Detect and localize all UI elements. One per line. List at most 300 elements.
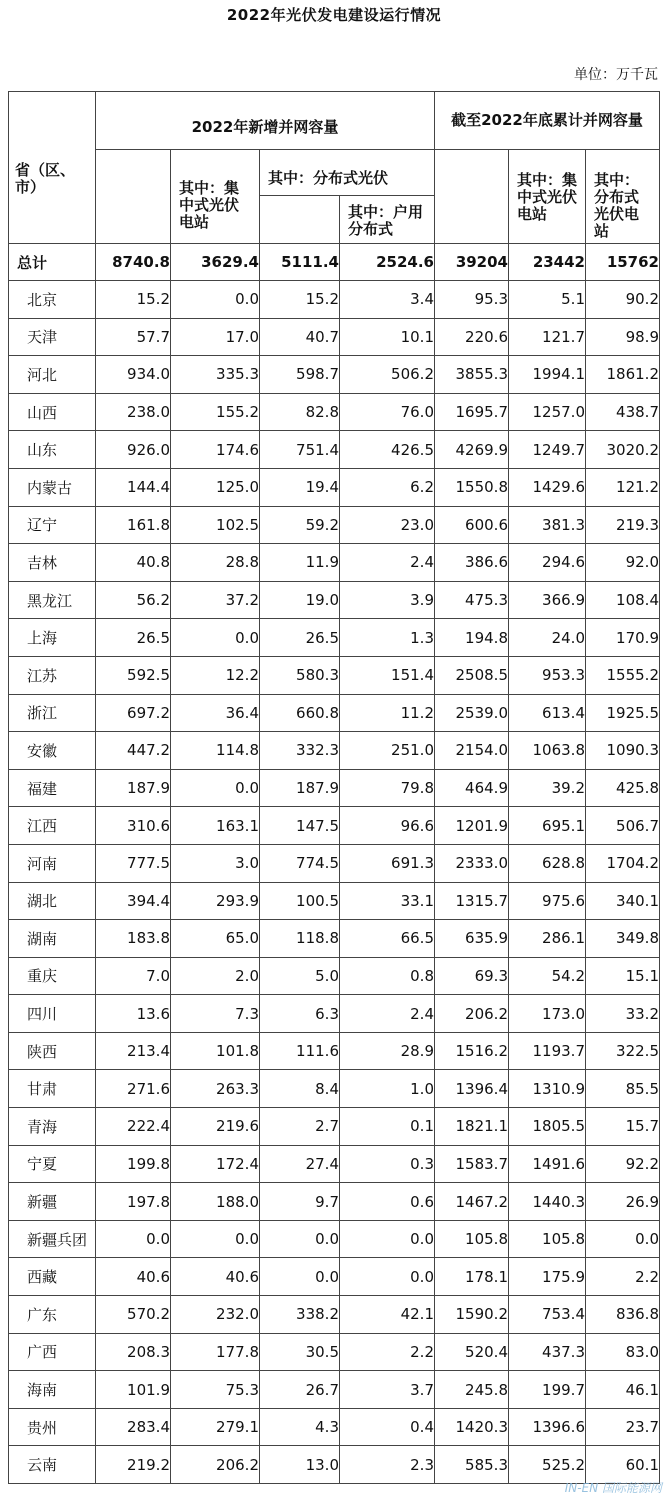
row-value: 125.0: [171, 468, 260, 506]
row-province: 总计: [9, 244, 96, 281]
row-value: 28.8: [171, 544, 260, 582]
row-value: 90.2: [586, 281, 660, 319]
row-value: 525.2: [509, 1446, 586, 1484]
row-value: 213.4: [96, 1032, 171, 1070]
table-row: [9, 920, 660, 958]
row-value: 69.3: [435, 957, 509, 995]
row-value: 2.0: [171, 957, 260, 995]
row-value: 695.1: [509, 807, 586, 845]
row-value: 19.4: [260, 468, 340, 506]
row-value: 33.2: [586, 995, 660, 1033]
table-row: [9, 957, 660, 995]
row-value: 425.8: [586, 769, 660, 807]
row-value: 102.5: [171, 506, 260, 544]
row-value: 3629.4: [171, 244, 260, 281]
row-province: 西藏: [9, 1258, 96, 1296]
row-value: 40.6: [96, 1258, 171, 1296]
row-province: 河北: [9, 356, 96, 394]
row-province: 河南: [9, 844, 96, 882]
row-province: 内蒙古: [9, 468, 96, 506]
row-value: 40.8: [96, 544, 171, 582]
row-value: 11.9: [260, 544, 340, 582]
row-value: 15.2: [96, 281, 171, 319]
row-value: 1440.3: [509, 1183, 586, 1221]
row-value: 7.0: [96, 957, 171, 995]
row-province: 海南: [9, 1371, 96, 1409]
row-province: 湖南: [9, 920, 96, 958]
row-value: 98.9: [586, 318, 660, 356]
row-value: 92.2: [586, 1145, 660, 1183]
row-value: 59.2: [260, 506, 340, 544]
table-row: [9, 1032, 660, 1070]
row-value: 4.3: [260, 1408, 340, 1446]
row-value: 0.0: [260, 1258, 340, 1296]
table-body: [9, 244, 660, 1484]
watermark-logo: IN-EN 国际能源网: [564, 1481, 662, 1495]
row-value: 5.0: [260, 957, 340, 995]
row-value: 0.0: [340, 1220, 435, 1258]
header-province: 省（区、市）: [9, 92, 96, 244]
row-province: 北京: [9, 281, 96, 319]
row-value: 953.3: [509, 656, 586, 694]
row-value: 1805.5: [509, 1108, 586, 1146]
row-value: 26.9: [586, 1183, 660, 1221]
row-value: 1491.6: [509, 1145, 586, 1183]
header-new-centralized: 其中：集中式光伏电站: [171, 150, 260, 244]
row-value: 24.0: [509, 619, 586, 657]
header-new-household: 其中：户用分布式: [340, 196, 435, 244]
header-cum-total-blank: [435, 150, 509, 244]
table-row: [9, 544, 660, 582]
row-value: 751.4: [260, 431, 340, 469]
unit-label: 单位：万千瓦: [574, 67, 658, 83]
row-value: 592.5: [96, 656, 171, 694]
row-value: 1201.9: [435, 807, 509, 845]
row-value: 222.4: [96, 1108, 171, 1146]
row-value: 30.5: [260, 1333, 340, 1371]
row-value: 0.0: [171, 619, 260, 657]
row-value: 147.5: [260, 807, 340, 845]
row-value: 155.2: [171, 393, 260, 431]
row-value: 5.1: [509, 281, 586, 319]
row-province: 吉林: [9, 544, 96, 582]
row-value: 194.8: [435, 619, 509, 657]
row-province: 山西: [9, 393, 96, 431]
row-value: 173.0: [509, 995, 586, 1033]
row-value: 426.5: [340, 431, 435, 469]
row-value: 628.8: [509, 844, 586, 882]
row-value: 163.1: [171, 807, 260, 845]
row-value: 40.6: [171, 1258, 260, 1296]
row-value: 101.8: [171, 1032, 260, 1070]
row-value: 6.3: [260, 995, 340, 1033]
row-value: 95.3: [435, 281, 509, 319]
row-value: 777.5: [96, 844, 171, 882]
row-value: 283.4: [96, 1408, 171, 1446]
row-value: 206.2: [435, 995, 509, 1033]
row-value: 23442: [509, 244, 586, 281]
row-value: 27.4: [260, 1145, 340, 1183]
row-value: 310.6: [96, 807, 171, 845]
row-value: 65.0: [171, 920, 260, 958]
table-row: [9, 431, 660, 469]
row-value: 2508.5: [435, 656, 509, 694]
header-new-total-blank: [96, 150, 171, 244]
row-value: 1429.6: [509, 468, 586, 506]
row-value: 197.8: [96, 1183, 171, 1221]
row-value: 1315.7: [435, 882, 509, 920]
row-value: 8740.8: [96, 244, 171, 281]
row-value: 691.3: [340, 844, 435, 882]
row-value: 3020.2: [586, 431, 660, 469]
row-value: 1516.2: [435, 1032, 509, 1070]
row-value: 10.1: [340, 318, 435, 356]
row-value: 1396.6: [509, 1408, 586, 1446]
row-value: 15.7: [586, 1108, 660, 1146]
row-value: 294.6: [509, 544, 586, 582]
row-value: 206.2: [171, 1446, 260, 1484]
row-value: 349.8: [586, 920, 660, 958]
row-value: 75.3: [171, 1371, 260, 1409]
row-value: 108.4: [586, 581, 660, 619]
row-value: 386.6: [435, 544, 509, 582]
total-row: [9, 244, 660, 281]
row-value: 1396.4: [435, 1070, 509, 1108]
row-value: 1861.2: [586, 356, 660, 394]
row-value: 13.0: [260, 1446, 340, 1484]
row-value: 121.7: [509, 318, 586, 356]
row-value: 366.9: [509, 581, 586, 619]
row-value: 1821.1: [435, 1108, 509, 1146]
row-province: 四川: [9, 995, 96, 1033]
row-value: 338.2: [260, 1296, 340, 1334]
row-province: 江西: [9, 807, 96, 845]
row-value: 934.0: [96, 356, 171, 394]
row-value: 3.9: [340, 581, 435, 619]
row-value: 172.4: [171, 1145, 260, 1183]
row-value: 219.3: [586, 506, 660, 544]
row-value: 1249.7: [509, 431, 586, 469]
row-value: 15.1: [586, 957, 660, 995]
row-value: 600.6: [435, 506, 509, 544]
row-value: 161.8: [96, 506, 171, 544]
row-value: 174.6: [171, 431, 260, 469]
row-province: 云南: [9, 1446, 96, 1484]
row-value: 2154.0: [435, 732, 509, 770]
row-value: 183.8: [96, 920, 171, 958]
row-value: 437.3: [509, 1333, 586, 1371]
row-value: 1420.3: [435, 1408, 509, 1446]
row-value: 40.7: [260, 318, 340, 356]
row-value: 187.9: [260, 769, 340, 807]
row-value: 188.0: [171, 1183, 260, 1221]
row-value: 28.9: [340, 1032, 435, 1070]
table-row: [9, 281, 660, 319]
table-row: [9, 732, 660, 770]
row-value: 76.0: [340, 393, 435, 431]
row-value: 251.0: [340, 732, 435, 770]
row-value: 92.0: [586, 544, 660, 582]
row-value: 23.0: [340, 506, 435, 544]
row-value: 2539.0: [435, 694, 509, 732]
row-value: 220.6: [435, 318, 509, 356]
table-row: [9, 1408, 660, 1446]
row-province: 甘肃: [9, 1070, 96, 1108]
row-province: 宁夏: [9, 1145, 96, 1183]
row-value: 0.3: [340, 1145, 435, 1183]
table-row: [9, 318, 660, 356]
table-row: [9, 1183, 660, 1221]
row-value: 114.8: [171, 732, 260, 770]
row-value: 8.4: [260, 1070, 340, 1108]
row-value: 4269.9: [435, 431, 509, 469]
header-cum-centralized: 其中：集中式光伏电站: [509, 150, 586, 244]
table-row: [9, 807, 660, 845]
row-value: 1550.8: [435, 468, 509, 506]
row-value: 100.5: [260, 882, 340, 920]
row-value: 83.0: [586, 1333, 660, 1371]
row-value: 3.7: [340, 1371, 435, 1409]
row-value: 271.6: [96, 1070, 171, 1108]
row-value: 0.0: [340, 1258, 435, 1296]
row-value: 79.8: [340, 769, 435, 807]
row-value: 36.4: [171, 694, 260, 732]
row-value: 101.9: [96, 1371, 171, 1409]
row-value: 286.1: [509, 920, 586, 958]
row-province: 黑龙江: [9, 581, 96, 619]
row-value: 3855.3: [435, 356, 509, 394]
row-value: 219.2: [96, 1446, 171, 1484]
row-value: 1090.3: [586, 732, 660, 770]
table-row: [9, 1220, 660, 1258]
row-value: 335.3: [171, 356, 260, 394]
table-row: [9, 844, 660, 882]
table-row: [9, 506, 660, 544]
row-value: 394.4: [96, 882, 171, 920]
row-value: 23.7: [586, 1408, 660, 1446]
row-value: 506.2: [340, 356, 435, 394]
row-value: 0.0: [260, 1220, 340, 1258]
row-value: 660.8: [260, 694, 340, 732]
row-value: 697.2: [96, 694, 171, 732]
row-value: 0.0: [96, 1220, 171, 1258]
row-value: 5111.4: [260, 244, 340, 281]
row-value: 520.4: [435, 1333, 509, 1371]
row-province: 新疆: [9, 1183, 96, 1221]
row-value: 177.8: [171, 1333, 260, 1371]
row-value: 438.7: [586, 393, 660, 431]
row-value: 381.3: [509, 506, 586, 544]
table-row: [9, 1258, 660, 1296]
table-row: [9, 1108, 660, 1146]
row-value: 13.6: [96, 995, 171, 1033]
row-value: 2524.6: [340, 244, 435, 281]
row-province: 重庆: [9, 957, 96, 995]
row-province: 上海: [9, 619, 96, 657]
row-value: 175.9: [509, 1258, 586, 1296]
row-value: 54.2: [509, 957, 586, 995]
header-new-distributed: 其中：分布式光伏: [260, 150, 435, 196]
row-value: 506.7: [586, 807, 660, 845]
row-value: 475.3: [435, 581, 509, 619]
row-province: 贵州: [9, 1408, 96, 1446]
row-value: 178.1: [435, 1258, 509, 1296]
table-row: [9, 581, 660, 619]
header-new-capacity: 2022年新增并网容量: [96, 92, 435, 150]
table-row: [9, 769, 660, 807]
row-value: 66.5: [340, 920, 435, 958]
row-value: 1590.2: [435, 1296, 509, 1334]
row-value: 0.1: [340, 1108, 435, 1146]
row-province: 青海: [9, 1108, 96, 1146]
row-province: 辽宁: [9, 506, 96, 544]
row-value: 464.9: [435, 769, 509, 807]
row-value: 263.3: [171, 1070, 260, 1108]
row-value: 238.0: [96, 393, 171, 431]
table-row: [9, 656, 660, 694]
row-province: 福建: [9, 769, 96, 807]
row-value: 6.2: [340, 468, 435, 506]
table-row: [9, 619, 660, 657]
row-province: 广西: [9, 1333, 96, 1371]
row-value: 1.0: [340, 1070, 435, 1108]
row-value: 585.3: [435, 1446, 509, 1484]
row-province: 陕西: [9, 1032, 96, 1070]
header-distributed-blank: [260, 196, 340, 244]
row-value: 105.8: [509, 1220, 586, 1258]
row-value: 975.6: [509, 882, 586, 920]
row-value: 57.7: [96, 318, 171, 356]
row-province: 浙江: [9, 694, 96, 732]
row-value: 199.8: [96, 1145, 171, 1183]
row-value: 580.3: [260, 656, 340, 694]
row-value: 836.8: [586, 1296, 660, 1334]
row-value: 570.2: [96, 1296, 171, 1334]
row-value: 0.0: [586, 1220, 660, 1258]
row-value: 2.4: [340, 544, 435, 582]
row-value: 1704.2: [586, 844, 660, 882]
table-row: [9, 882, 660, 920]
row-value: 1925.5: [586, 694, 660, 732]
row-value: 322.5: [586, 1032, 660, 1070]
row-value: 96.6: [340, 807, 435, 845]
row-province: 新疆兵团: [9, 1220, 96, 1258]
row-value: 151.4: [340, 656, 435, 694]
table-row: [9, 1333, 660, 1371]
table-row: [9, 1296, 660, 1334]
row-value: 219.6: [171, 1108, 260, 1146]
row-value: 118.8: [260, 920, 340, 958]
row-value: 613.4: [509, 694, 586, 732]
row-value: 121.2: [586, 468, 660, 506]
row-value: 2.2: [340, 1333, 435, 1371]
table-row: [9, 468, 660, 506]
row-value: 0.4: [340, 1408, 435, 1446]
row-value: 2.3: [340, 1446, 435, 1484]
row-value: 15762: [586, 244, 660, 281]
row-value: 926.0: [96, 431, 171, 469]
row-value: 105.8: [435, 1220, 509, 1258]
row-value: 0.8: [340, 957, 435, 995]
row-value: 33.1: [340, 882, 435, 920]
row-value: 2.4: [340, 995, 435, 1033]
row-value: 19.0: [260, 581, 340, 619]
row-value: 85.5: [586, 1070, 660, 1108]
row-value: 2.7: [260, 1108, 340, 1146]
row-value: 82.8: [260, 393, 340, 431]
table-row: [9, 1371, 660, 1409]
row-value: 3.0: [171, 844, 260, 882]
row-value: 245.8: [435, 1371, 509, 1409]
row-value: 332.3: [260, 732, 340, 770]
row-value: 1310.9: [509, 1070, 586, 1108]
row-value: 26.7: [260, 1371, 340, 1409]
row-value: 37.2: [171, 581, 260, 619]
row-value: 340.1: [586, 882, 660, 920]
row-value: 12.2: [171, 656, 260, 694]
row-value: 15.2: [260, 281, 340, 319]
table-row: [9, 995, 660, 1033]
row-value: 1555.2: [586, 656, 660, 694]
row-value: 774.5: [260, 844, 340, 882]
table-row: [9, 356, 660, 394]
row-value: 111.6: [260, 1032, 340, 1070]
row-province: 山东: [9, 431, 96, 469]
row-value: 26.5: [96, 619, 171, 657]
row-value: 1583.7: [435, 1145, 509, 1183]
row-value: 1193.7: [509, 1032, 586, 1070]
row-value: 9.7: [260, 1183, 340, 1221]
row-value: 144.4: [96, 468, 171, 506]
row-value: 635.9: [435, 920, 509, 958]
row-value: 7.3: [171, 995, 260, 1033]
row-value: 56.2: [96, 581, 171, 619]
row-province: 江苏: [9, 656, 96, 694]
table-row: [9, 1446, 660, 1484]
row-province: 天津: [9, 318, 96, 356]
row-value: 1467.2: [435, 1183, 509, 1221]
table-row: [9, 694, 660, 732]
row-value: 26.5: [260, 619, 340, 657]
pv-capacity-table: [8, 91, 660, 1484]
row-value: 17.0: [171, 318, 260, 356]
row-value: 0.0: [171, 1220, 260, 1258]
row-value: 0.0: [171, 769, 260, 807]
table-row: [9, 1145, 660, 1183]
row-province: 广东: [9, 1296, 96, 1334]
header-cumulative-capacity: 截至2022年底累计并网容量: [435, 92, 660, 150]
row-value: 0.6: [340, 1183, 435, 1221]
row-value: 0.0: [171, 281, 260, 319]
row-value: 11.2: [340, 694, 435, 732]
row-value: 753.4: [509, 1296, 586, 1334]
row-value: 279.1: [171, 1408, 260, 1446]
row-value: 447.2: [96, 732, 171, 770]
row-value: 1695.7: [435, 393, 509, 431]
row-value: 187.9: [96, 769, 171, 807]
row-value: 199.7: [509, 1371, 586, 1409]
row-value: 46.1: [586, 1371, 660, 1409]
row-value: 2333.0: [435, 844, 509, 882]
row-value: 2.2: [586, 1258, 660, 1296]
table-row: [9, 1070, 660, 1108]
row-province: 湖北: [9, 882, 96, 920]
row-value: 60.1: [586, 1446, 660, 1484]
table-row: [9, 393, 660, 431]
row-value: 598.7: [260, 356, 340, 394]
header-cum-distributed: 其中：分布式光伏电站: [586, 150, 660, 244]
row-value: 42.1: [340, 1296, 435, 1334]
